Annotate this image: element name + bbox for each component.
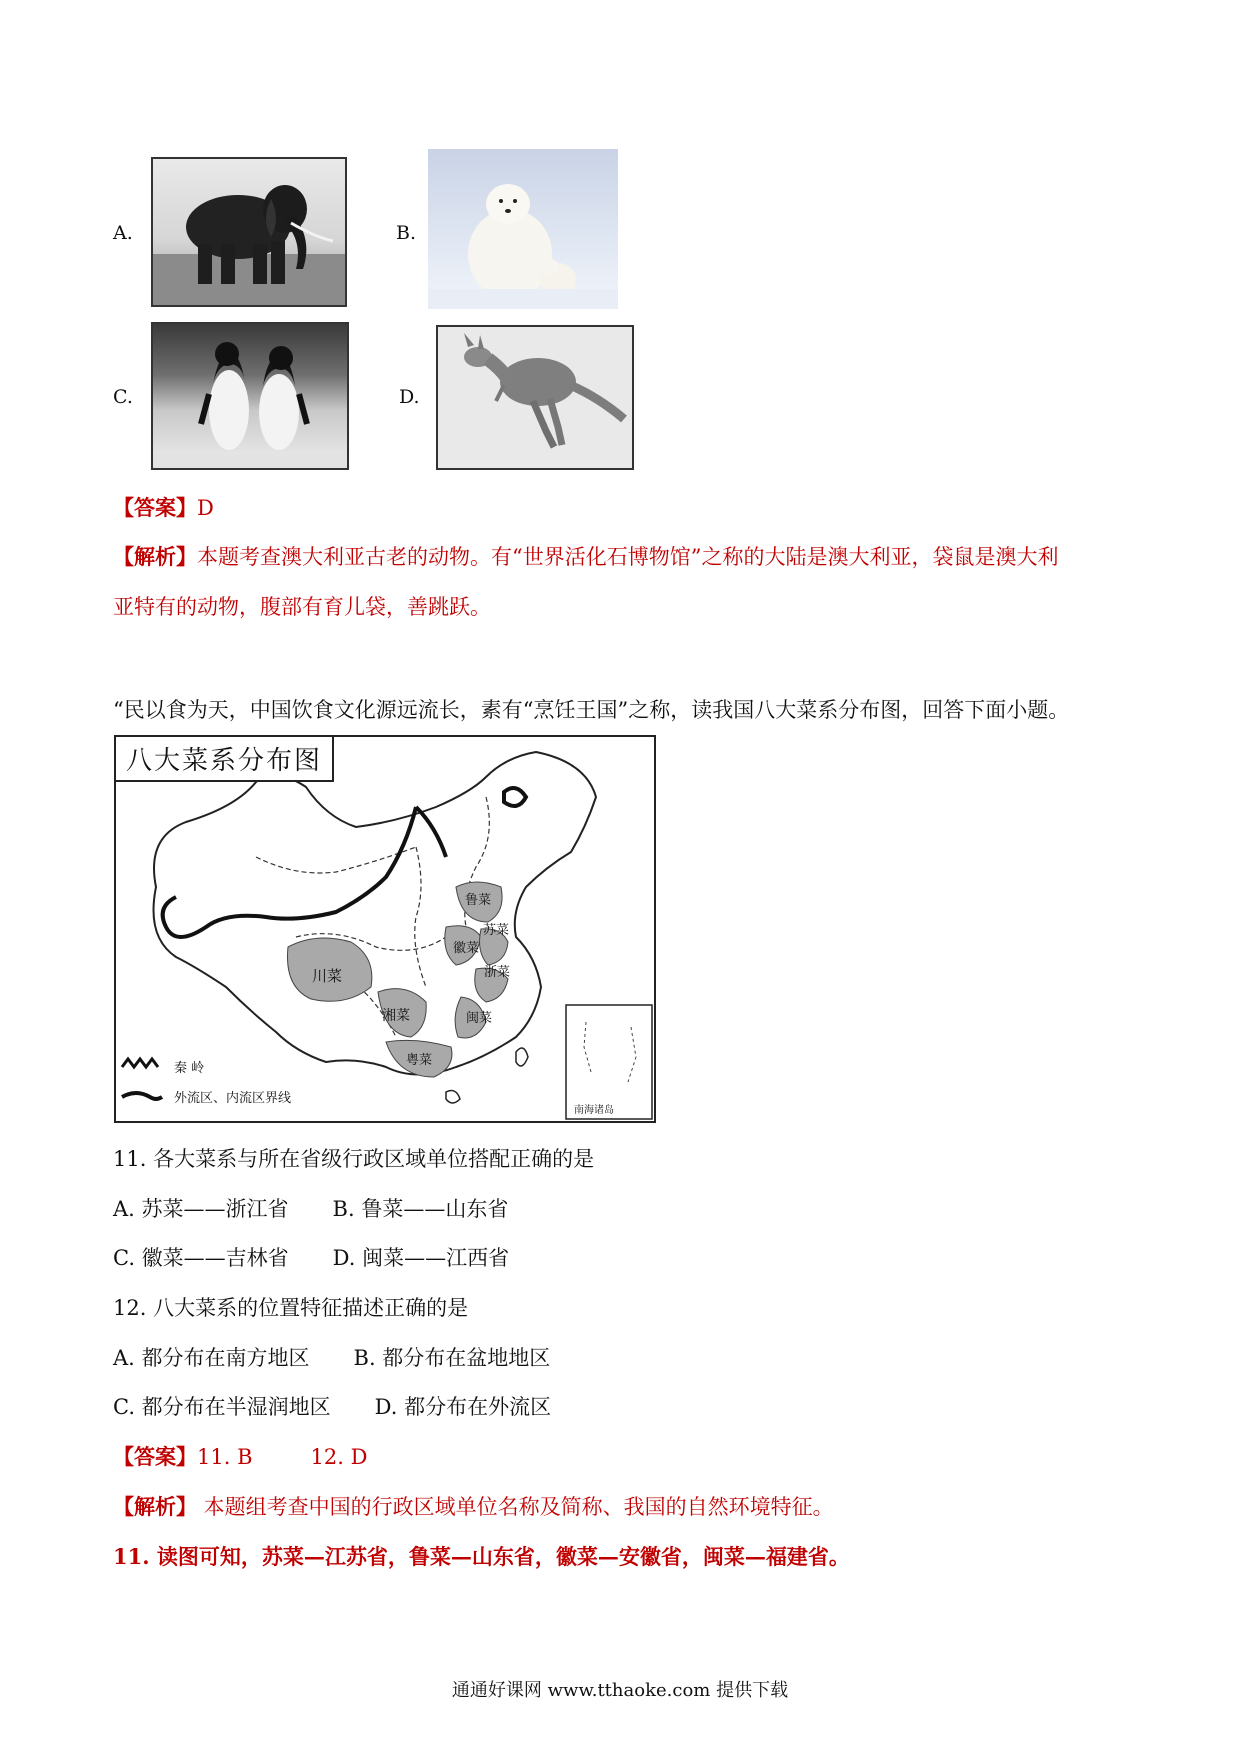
answer-tag: 【答案】 bbox=[113, 495, 197, 520]
map-label-yue: 粤菜 bbox=[406, 1053, 433, 1068]
answer2-tag: 【答案】 bbox=[113, 1444, 197, 1469]
option-c-letter: C. bbox=[113, 386, 133, 408]
q11-12-answer bbox=[113, 1441, 367, 1471]
q10-answer bbox=[113, 492, 214, 522]
map-label-min: 闽菜 bbox=[466, 1011, 493, 1026]
option-d-letter: D. bbox=[399, 386, 420, 408]
map-label-lu: 鲁菜 bbox=[465, 893, 492, 908]
answer-12: 12. D bbox=[310, 1445, 368, 1469]
map-label-su: 苏菜 bbox=[483, 923, 510, 938]
q11-12-analysis bbox=[113, 1491, 834, 1521]
answer-value: D bbox=[197, 496, 214, 520]
analysis2-text: 本题组考查中国的行政区域单位名称及简称、我国的自然环境特征。 bbox=[197, 1495, 834, 1519]
map-label-hui: 徽菜 bbox=[453, 941, 480, 956]
q12-options-row2 bbox=[113, 1391, 551, 1421]
penguins-image bbox=[151, 322, 349, 470]
map-label-zhe: 浙菜 bbox=[484, 965, 511, 980]
q11-option-d: D. 闽菜——江西省 bbox=[332, 1246, 510, 1270]
cuisine-map bbox=[114, 735, 656, 1123]
analysis-text: 本题考查澳大利亚古老的动物。有“世界活化石博物馆”之称的大陆是澳大利亚，袋鼠是澳大利 bbox=[197, 545, 1059, 569]
inset-label: 南海诸岛 bbox=[574, 1105, 614, 1116]
page-footer: 通通好课网 www.tthaoke.com 提供下载 bbox=[451, 1680, 789, 1701]
q10-analysis-line1 bbox=[113, 541, 1058, 571]
map-title: 八大菜系分布图 bbox=[116, 737, 334, 782]
map-label-chuan: 川菜 bbox=[312, 967, 343, 985]
q12-option-b: B. 都分布在盆地地区 bbox=[353, 1346, 551, 1370]
q12-option-d: D. 都分布在外流区 bbox=[374, 1395, 552, 1419]
legend-boundary: 外流区、内流区界线 bbox=[174, 1091, 292, 1106]
q12-option-c: C. 都分布在半湿润地区 bbox=[113, 1395, 331, 1419]
elephant-image bbox=[151, 157, 347, 307]
q11-options-row1 bbox=[113, 1193, 508, 1223]
intro-text: “民以食为天，中国饮食文化源远流长，素有“烹饪王国”之称，读我国八大菜系分布图，回答下面小题。 bbox=[113, 698, 1070, 722]
q11-stem: 11. 各大菜系与所在省级行政区域单位搭配正确的是 bbox=[113, 1147, 595, 1171]
q12-options-row1 bbox=[113, 1342, 550, 1372]
legend-mountain: 秦 岭 bbox=[174, 1061, 205, 1076]
answer-11: 11. B bbox=[197, 1445, 253, 1469]
q12-option-a: A. 都分布在南方地区 bbox=[113, 1346, 310, 1370]
kangaroo-image bbox=[436, 325, 634, 470]
q11-option-c: C. 徽菜——吉林省 bbox=[113, 1246, 289, 1270]
analysis2-tag: 【解析】 bbox=[113, 1494, 197, 1519]
q11-analysis-detail: 11. 读图可知，苏菜—江苏省，鲁菜—山东省，徽菜—安徽省，闽菜—福建省。 bbox=[113, 1544, 850, 1569]
map-label-xiang: 湘菜 bbox=[382, 1008, 410, 1024]
q11-option-b: B. 鲁菜——山东省 bbox=[332, 1197, 509, 1221]
q11-option-a: A. 苏菜——浙江省 bbox=[113, 1197, 289, 1221]
q10-analysis-line2: 亚特有的动物，腹部有育儿袋，善跳跃。 bbox=[113, 595, 491, 619]
polar-bear-image bbox=[428, 149, 618, 309]
option-b-letter: B. bbox=[396, 222, 417, 244]
q11-options-row2 bbox=[113, 1242, 509, 1272]
option-a-letter: A. bbox=[113, 222, 133, 244]
analysis-tag: 【解析】 bbox=[113, 544, 197, 569]
q12-stem: 12. 八大菜系的位置特征描述正确的是 bbox=[113, 1296, 469, 1320]
